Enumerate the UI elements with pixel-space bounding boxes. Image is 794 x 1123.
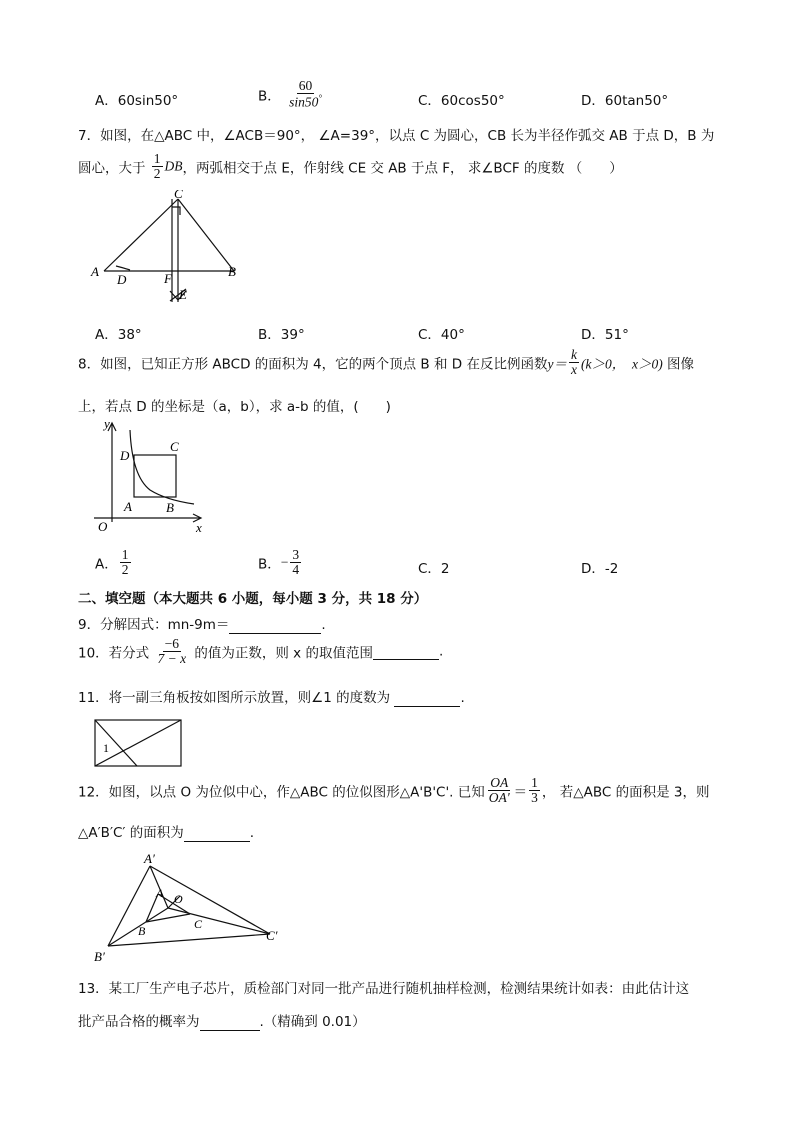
q10-answer-blank[interactable] <box>373 643 439 660</box>
q11-answer-blank[interactable] <box>394 690 460 707</box>
q7-option-b: B．39° <box>258 327 305 343</box>
q7-label-d: D <box>117 272 127 287</box>
q12-ratio-fraction: $\frac{OA}{OA'}$ <box>488 775 510 806</box>
q7-label-c: C <box>174 190 183 201</box>
q11-angle-label: 1 <box>103 741 109 755</box>
q7-label-e: E <box>179 287 187 302</box>
q8-option-a: A． $\frac{1}{2}$ <box>95 547 129 578</box>
q7-option-d: D．51° <box>581 327 629 343</box>
q6-option-c: C．60cos50° <box>418 93 505 109</box>
q12-label-c-prime: C′ <box>266 928 278 943</box>
q13-line2: 批产品合格的概率为 .（精确到 0.01） <box>78 1014 366 1030</box>
q12-answer-blank[interactable] <box>184 825 250 842</box>
q7-fraction: $\frac{1}{2}$ <box>153 151 161 182</box>
section-2-title: 二、填空题（本大题共 6 小题，每小题 3 分，共 18 分） <box>78 591 428 607</box>
q8-line2: 上，若点 D 的坐标是（a，b），求 a-b 的值，( ) <box>78 399 391 415</box>
q6-option-b-fraction <box>287 79 324 110</box>
q12-line1: 12．如图，以点 O 为位似中心，作△ABC 的位似图形△A'B'C'. 已知 $\frac{OA}{OA'}$ ＝ $\frac{1}{3}$ ， 若△ABC 的面积是 3，则 <box>78 775 710 806</box>
q7-line2: 圆心，大于 $\frac{1}{2}$ DB，两弧相交于点 E，作射线 CE 交 AB 于点 F， 求∠BCF 的度数 （ ） <box>78 151 623 182</box>
q12-label-b-prime: B′ <box>94 949 105 964</box>
q12-label-c: C <box>194 917 203 931</box>
q8-option-d: D．-2 <box>581 561 619 577</box>
q12-line2: △A′B′C′ 的面积为 . <box>78 825 255 841</box>
q8-label-a: A <box>124 499 132 514</box>
q13-line1: 13．某工厂生产电子芯片，质检部门对同一批产品进行随机抽样检测，检测结果统计如表：由此估计这 <box>78 981 690 997</box>
q6-option-b-denominator: sin50° <box>289 93 322 110</box>
q7-label-f: F <box>164 271 172 286</box>
q6-option-b-numerator: 60 <box>298 78 313 93</box>
q10-line: 10．若分式 $\frac{-6}{7 - x}$ 的值为正数，则 x 的取值范围 . <box>78 636 444 667</box>
q11-figure <box>93 718 185 770</box>
q8-label-o: O <box>98 519 108 534</box>
q8-label-b: B <box>166 500 174 515</box>
q12-label-b: B <box>138 924 146 938</box>
q9-line: 9．分解因式：mn-9m＝ . <box>78 617 326 633</box>
q12-label-a-prime: A′ <box>144 851 155 866</box>
q8-line1: 8．如图，已知正方形 ABCD 的面积为 4，它的两个顶点 B 和 D 在反比例函数y＝ $\frac{k}{x}$ (k＞0， x＞0) 图像 <box>78 347 694 378</box>
q7-figure <box>88 190 258 315</box>
q6-option-d: D．60tan50° <box>581 93 669 109</box>
q8-label-d: D <box>120 448 130 463</box>
q7-option-c: C．40° <box>418 327 465 343</box>
q7-option-a: A．38° <box>95 327 142 343</box>
q6-option-a: A．60sin50° <box>95 93 179 109</box>
q12-label-o: O <box>174 892 183 906</box>
q8-function-fraction: $\frac{k}{x}$ <box>570 347 577 378</box>
q8-label-y: y <box>104 418 110 431</box>
q12-figure <box>90 846 290 968</box>
q9-answer-blank[interactable] <box>229 617 321 634</box>
q6-option-b-label: B． <box>258 88 281 105</box>
q8-figure <box>90 418 215 540</box>
q8-label-c: C <box>170 439 179 454</box>
q6-option-b <box>258 79 326 110</box>
q7-label-a: A <box>91 264 99 279</box>
q8-label-x: x <box>196 520 202 535</box>
q11-line: 11．将一副三角板按如图所示放置，则∠1 的度数为 . <box>78 690 465 706</box>
q13-answer-blank[interactable] <box>200 1014 260 1031</box>
q7-line1: 7．如图，在△ABC 中，∠ACB＝90°， ∠A=39°，以点 C 为圆心，CB 长为半径作弧交 AB 于点 D，B 为 <box>78 128 715 144</box>
q12-label-a: A <box>156 886 164 900</box>
q7-label-b: B <box>228 264 236 279</box>
q8-option-b: B．− $\frac{3}{4}$ <box>258 547 300 578</box>
q10-fraction: $\frac{-6}{7 - x}$ <box>157 636 187 667</box>
q8-option-c: C．2 <box>418 561 450 577</box>
